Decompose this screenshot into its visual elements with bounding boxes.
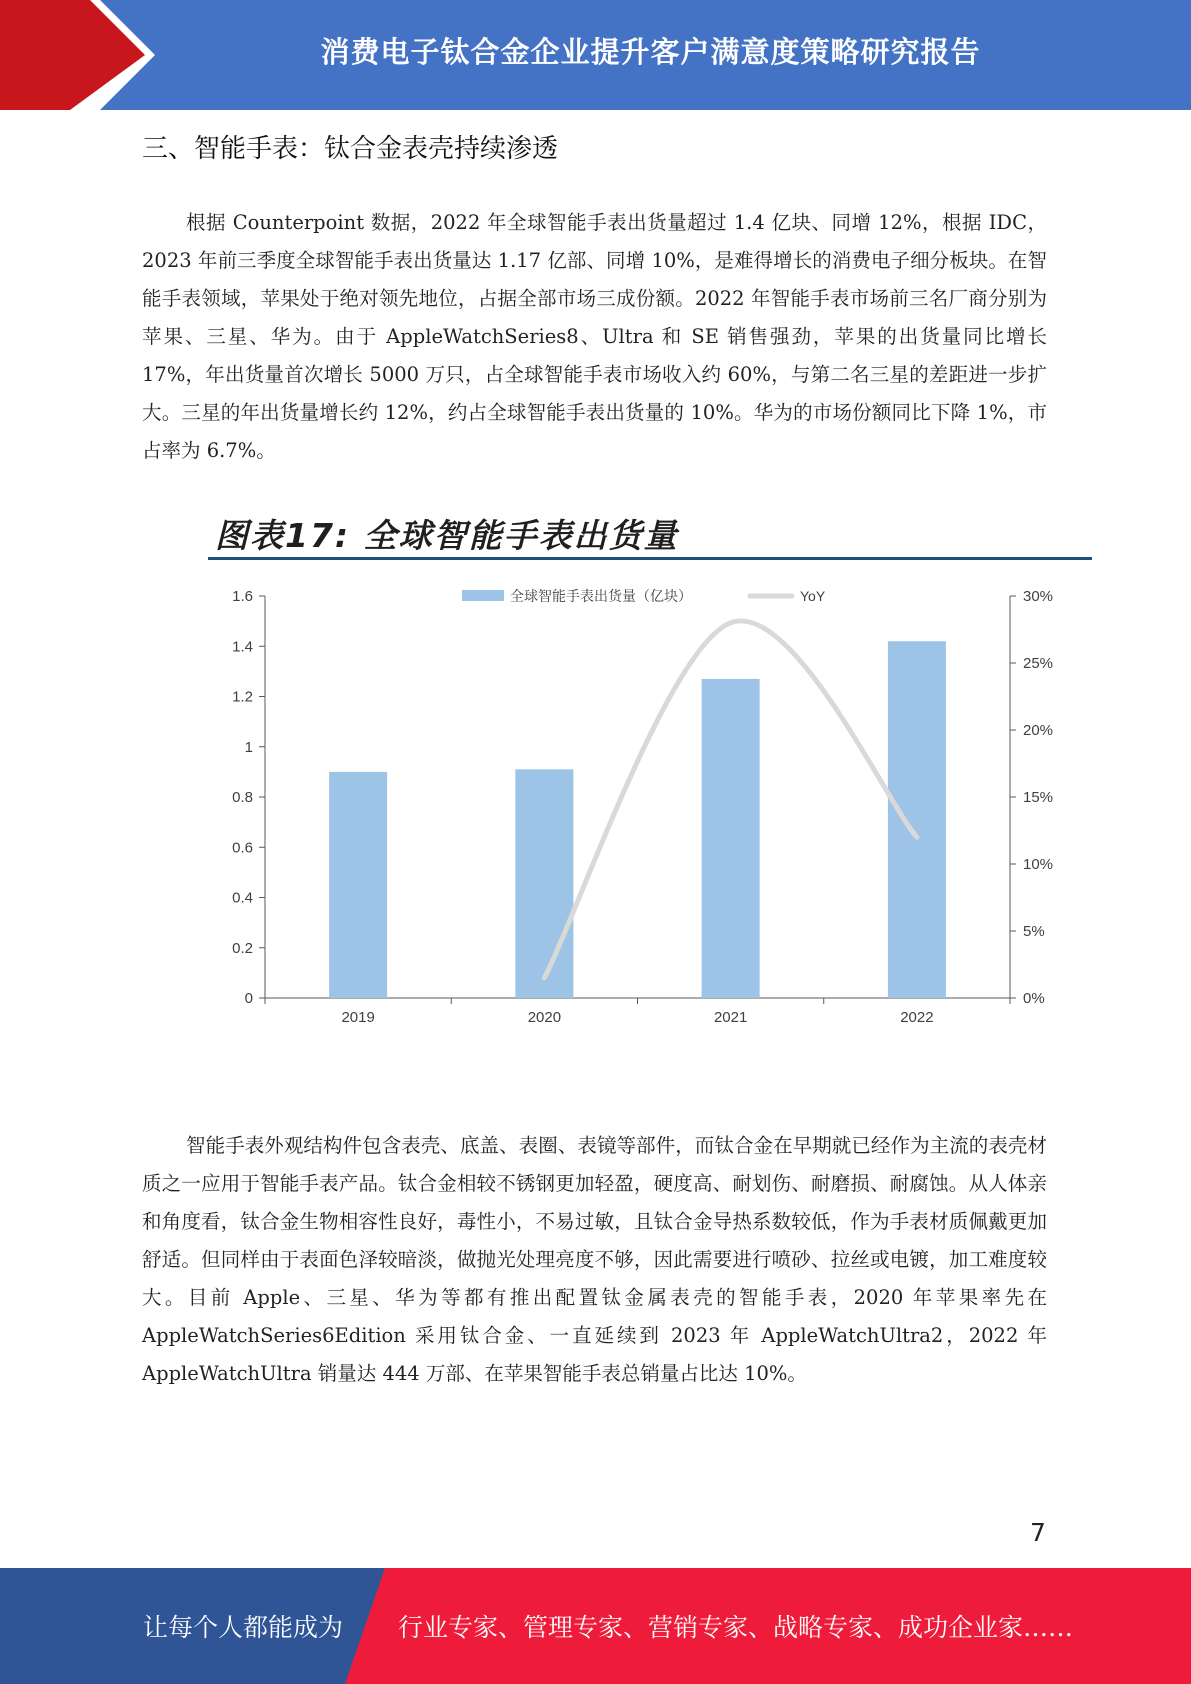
paragraph-smartwatch-market: 根据 Counterpoint 数据，2022 年全球智能手表出货量超过 1.4 亿块、同增 12%，根据 IDC，2023 年前三季度全球智能手表出货量达 1.17 亿部、同增 10%，是难得增长的消费电子细分板块。在智能手表领域，苹果处于绝对领先地位，占据全部市场三成份额。2022 年智能手表市场前三名厂商分别为苹果、三星、华为。由于 AppleWatchSeries8、Ultra 和 SE 销售强劲，苹果的出货量同比增长 17%，年出货量首次增长 5000 万只，占全球智能手表市场收入约 60%，与第二名三星的差距进一步扩大。三星的年出货量增长约 12%，约占全球智能手表出货量的 10%。华为的市场份额同比下降 1%，市占率为 6.7%。 (142, 211, 1047, 462)
right-axis-tick-label: 25% (1023, 655, 1054, 672)
x-axis-tick-label: 2021 (713, 1009, 748, 1026)
shipment-bar (702, 679, 760, 998)
left-axis-tick-label: 0 (244, 990, 253, 1007)
x-axis-tick-label: 2022 (900, 1009, 934, 1026)
left-axis-tick-label: 0.6 (232, 839, 253, 857)
shipment-bar (515, 769, 573, 998)
footer-slogan-right: 行业专家、管理专家、营销专家、战略专家、成功企业家…… (398, 1613, 1074, 1642)
x-axis-tick-label: 2019 (341, 1009, 375, 1026)
footer-band (0, 1568, 1191, 1684)
legend-label-yoy: YoY (800, 588, 826, 604)
left-axis-tick-label: 0.8 (232, 789, 253, 806)
right-axis-tick-label: 30% (1023, 588, 1054, 605)
left-axis-tick-label: 1.2 (232, 688, 253, 706)
section-heading: 三、智能手表：钛合金表壳持续渗透 (142, 134, 559, 164)
shipment-bar (888, 641, 946, 998)
right-axis-tick-label: 15% (1023, 789, 1054, 806)
right-axis-tick-label: 20% (1023, 722, 1054, 739)
footer-slogan-left: 让每个人都能成为 (143, 1613, 344, 1642)
chart-title: 图表17: 全球智能手表出货量 (215, 516, 679, 555)
shipment-bar (329, 772, 387, 998)
left-axis-tick-label: 1 (244, 738, 253, 756)
left-axis-tick-label: 1.6 (232, 588, 253, 605)
paragraph-titanium-case: 智能手表外观结构件包含表壳、底盖、表圈、表镜等部件，而钛合金在早期就已经作为主流的表壳材质之一应用于智能手表产品。钛合金相较不锈钢更加轻盈，硬度高、耐划伤、耐磨损、耐腐蚀。从人体亲和角度看，钛合金生物相容性良好，毒性小，不易过敏，且钛合金导热系数较低，作为手表材质佩戴更加舒适。但同样由于表面色泽较暗淡，做抛光处理亮度不够，因此需要进行喷砂、拉丝或电镀，加工难度较大。目前 Apple、三星、华为等都有推出配置钛金属表壳的智能手表，2020 年苹果率先在 AppleWatchSeries6Edition 采用钛合金、一直延续到 2023 年 AppleWatchUltra2，2022 年 AppleWatchUltra 销量达 444 万部、在苹果智能手表总销量占比达 10%。 (142, 1134, 1047, 1385)
legend-label-shipment: 全球智能手表出货量（亿块） (510, 589, 692, 605)
left-axis-tick-label: 1.4 (232, 638, 253, 656)
page-number: 7 (1030, 1518, 1046, 1547)
legend-swatch-shipment (462, 590, 504, 601)
left-axis-tick-label: 0.4 (232, 889, 253, 907)
right-axis-tick-label: 10% (1023, 856, 1054, 873)
left-axis-tick-label: 0.2 (232, 939, 253, 957)
report-title: 消费电子钛合金企业提升客户满意度策略研究报告 (320, 34, 981, 69)
right-axis-tick-label: 5% (1023, 923, 1045, 940)
x-axis-tick-label: 2020 (527, 1009, 562, 1026)
right-axis-tick-label: 0% (1023, 990, 1045, 1007)
